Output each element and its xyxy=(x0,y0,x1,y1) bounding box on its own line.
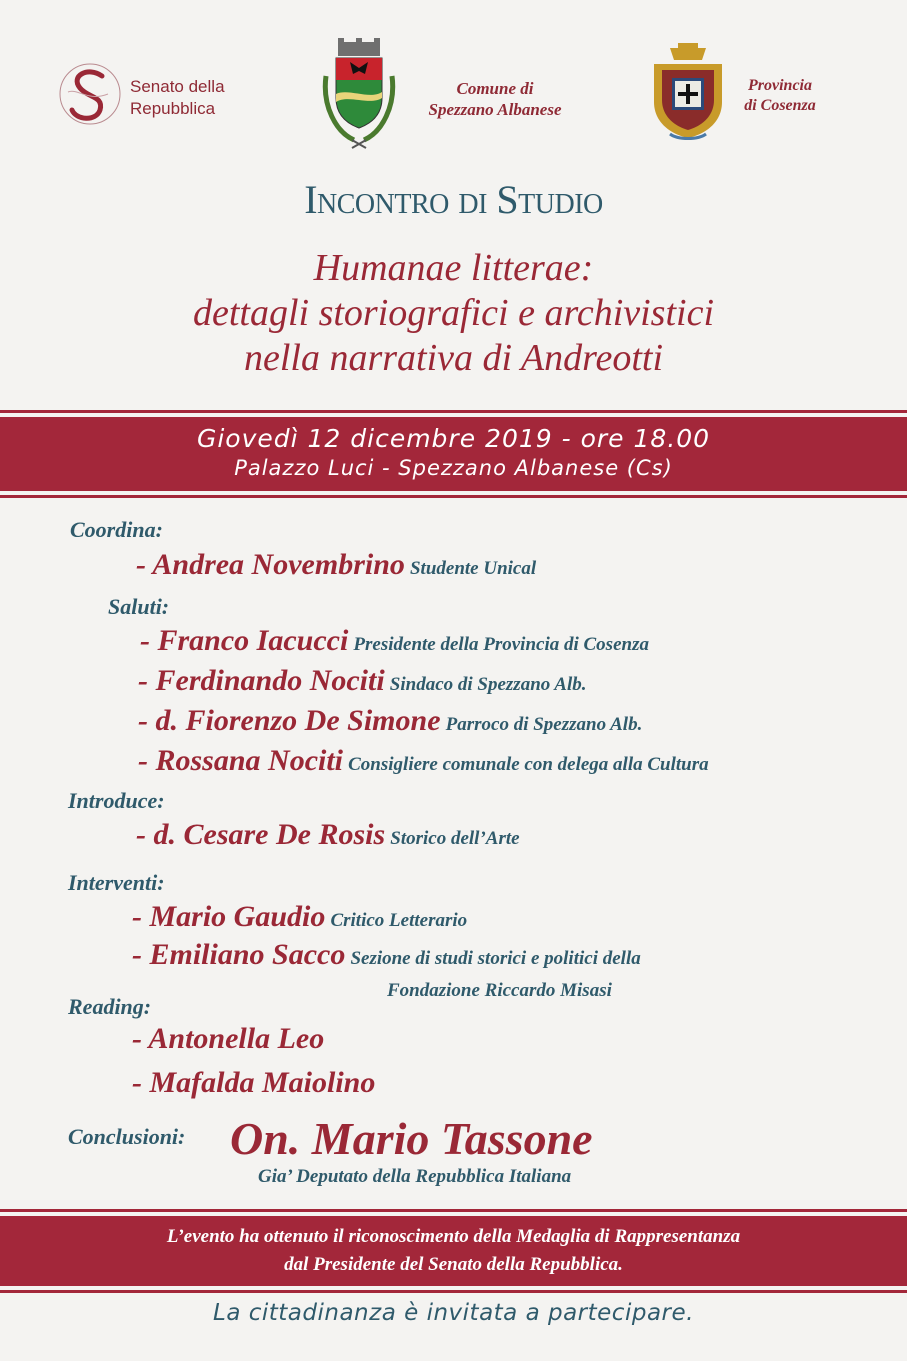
section-conclusioni: Conclusioni: xyxy=(68,1124,186,1149)
reader-name: - Antonella Leo xyxy=(132,1022,325,1055)
event-place: Palazzo Luci - Spezzano Albanese (Cs) xyxy=(234,456,673,480)
invitation-text: La cittadinanza è invitata a partecipare. xyxy=(213,1300,694,1326)
comune-line2: Spezzano Albanese xyxy=(428,100,562,119)
speaker-role: Consigliere comunale con delega alla Cultura xyxy=(348,754,709,775)
speaker-name: - d. Fiorenzo De Simone xyxy=(138,704,441,737)
speaker-role: Presidente della Provincia di Cosenza xyxy=(353,634,649,655)
event-title xyxy=(0,246,907,381)
section-saluti: Saluti: xyxy=(108,594,170,619)
speaker-role: Storico dell’Arte xyxy=(390,828,520,849)
section-coordina: Coordina: xyxy=(70,517,163,542)
main-speaker-role: Gia’ Deputato della Repubblica Italiana xyxy=(258,1166,572,1187)
speaker-name: - d. Cesare De Rosis xyxy=(136,818,386,851)
band-rule-bottom xyxy=(0,495,907,498)
footer-rule-top xyxy=(0,1209,907,1212)
event-date: Giovedì 12 dicembre 2019 - ore 18.00 xyxy=(196,424,711,453)
band-rule-top xyxy=(0,410,907,413)
speaker-name: - Rossana Nociti xyxy=(138,744,344,777)
comune-crest-icon xyxy=(314,36,404,152)
speaker-role: Sindaco di Spezzano Alb. xyxy=(389,674,587,695)
main-speaker-name: On. Mario Tassone xyxy=(230,1113,593,1164)
interventi-entry xyxy=(132,938,641,972)
comune-line1: Comune di xyxy=(456,79,534,98)
saluti-entry xyxy=(138,664,587,698)
introduce-entry xyxy=(136,818,520,852)
section-reading: Reading: xyxy=(68,994,152,1019)
section-introduce: Introduce: xyxy=(68,788,165,813)
speaker-role: Parroco di Spezzano Alb. xyxy=(445,714,643,735)
senato-logo xyxy=(58,62,122,126)
interventi-entry xyxy=(132,900,467,934)
saluti-entry xyxy=(140,624,649,658)
speaker-role: Sezione di studi storici e politici della xyxy=(350,948,641,969)
provincia-name xyxy=(730,76,830,116)
speaker-name: - Mario Gaudio xyxy=(132,900,326,933)
senato-line1: Senato della xyxy=(130,77,225,96)
footer-rule-bottom xyxy=(0,1290,907,1293)
coordina-entry xyxy=(136,548,536,582)
provincia-line1: Provincia xyxy=(748,77,812,94)
comune-name xyxy=(410,78,580,120)
saluti-entry xyxy=(138,744,709,778)
event-type: Incontro di Studio xyxy=(304,177,603,222)
provincia-crest-icon xyxy=(648,42,728,142)
reader-name: - Mafalda Maiolino xyxy=(132,1066,376,1099)
title-line-1: Humanae litterae: xyxy=(313,247,594,289)
speaker-role: Critico Letterario xyxy=(330,910,468,931)
provincia-line2: di Cosenza xyxy=(744,97,816,114)
medal-note-line1: L’evento ha ottenuto il riconoscimento della Medaglia di Rappresentanza xyxy=(166,1226,741,1247)
title-line-3: nella narrativa di Andreotti xyxy=(243,337,664,379)
title-line-2: dettagli storiografici e archivistici xyxy=(192,292,715,334)
speaker-role: Studente Unical xyxy=(409,558,537,579)
senato-line2: Repubblica xyxy=(130,99,216,118)
saluti-entry xyxy=(138,704,642,738)
section-interventi: Interventi: xyxy=(68,870,165,895)
medal-note-line2: dal Presidente del Senato della Repubblica. xyxy=(284,1254,623,1275)
speaker-name: - Franco Iacucci xyxy=(140,624,349,657)
senato-name xyxy=(130,76,250,120)
speaker-role-continued: Fondazione Riccardo Misasi xyxy=(387,980,612,1001)
speaker-name: - Ferdinando Nociti xyxy=(138,664,385,697)
speaker-name: - Emiliano Sacco xyxy=(132,938,346,971)
speaker-name: - Andrea Novembrino xyxy=(136,548,405,581)
